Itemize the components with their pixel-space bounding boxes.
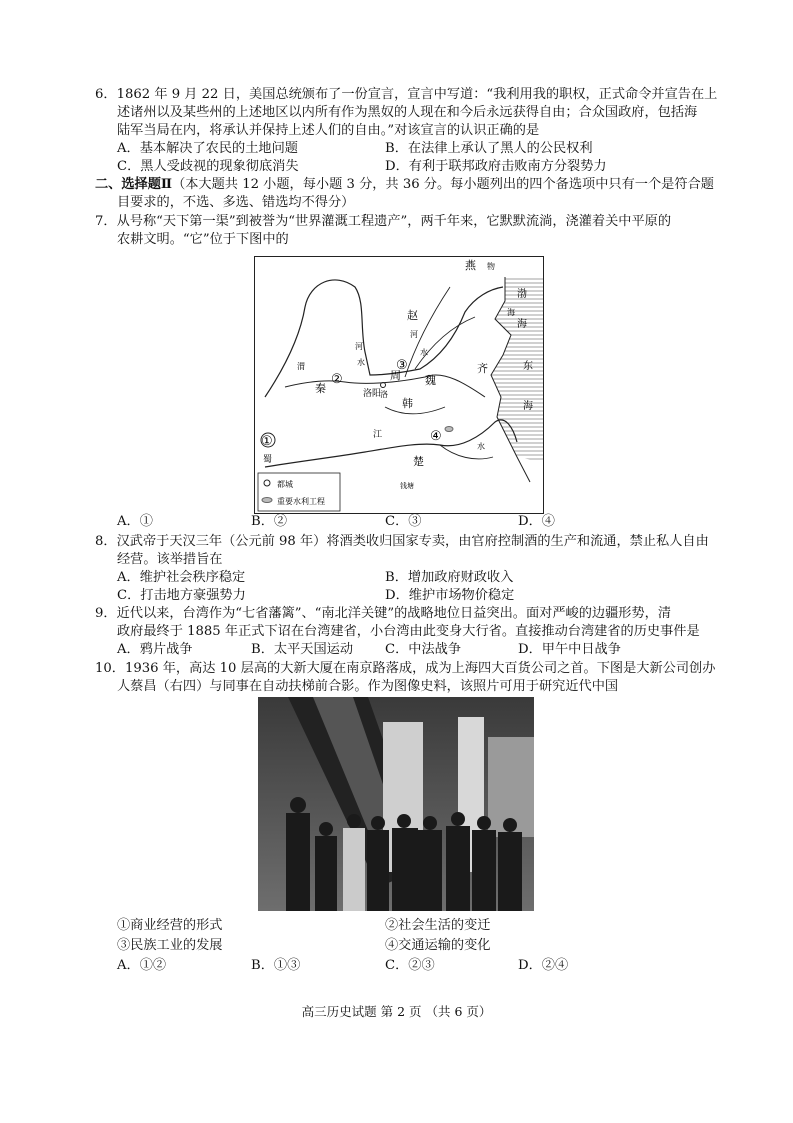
q6-option-b: B．在法律上承认了黑人的公民权利 xyxy=(385,141,593,156)
map-extra-label-2: 海 xyxy=(507,308,515,317)
q7-option-a: A．① xyxy=(117,514,153,529)
q7-stem-line-2: 农耕文明。“它”位于下图中的 xyxy=(117,232,289,247)
q8-stem-line-1: 8．汉武帝于天汉三年（公元前 98 年）将酒类收归国家专卖，由官府控制酒的生产和流通，禁止私人自由 xyxy=(95,534,709,549)
water-project-legend-icon xyxy=(262,498,272,503)
q9-option-d: D．甲午中日战争 xyxy=(518,642,621,657)
state-qi: 齐 xyxy=(477,362,488,375)
marker-2: ② xyxy=(331,372,343,387)
q10-stem-line-2: 人蔡昌（右四）与同事在自动扶梯前合影。作为图像史料，该照片可用于研究近代中国 xyxy=(117,679,619,694)
legend-water-project: 重要水利工程 xyxy=(277,497,325,506)
q9-option-c: C．中法战争 xyxy=(385,642,462,657)
q10-item-1: ①商业经营的形式 xyxy=(117,918,223,933)
marker-3: ③ xyxy=(396,358,408,373)
q10-item-3: ③民族工业的发展 xyxy=(117,938,223,953)
q9-stem-line-2: 政府最终于 1885 年正式下诏在台湾建省，小台湾由此变身大行省。直接推动台湾建省的历史事件是 xyxy=(117,624,700,639)
photo-svg xyxy=(258,697,534,911)
state-yan: 燕 xyxy=(465,259,476,272)
page-footer: 高三历史试题 第 2 页 （共 6 页） xyxy=(301,1004,492,1019)
state-qin: 秦 xyxy=(315,382,326,395)
sea-label-east-2: 海 xyxy=(523,401,533,412)
state-chu: 楚 xyxy=(413,455,424,468)
q7-option-b: B．② xyxy=(251,514,288,529)
q7-stem-line-1: 7．从号称“天下第一渠”到被誉为“世界灌溉工程遗产”，两千年来，它默默流淌，浇灌着关中平原的 xyxy=(95,214,672,229)
state-shu: 蜀 xyxy=(263,455,273,465)
q6-option-d: D．有利于联邦政府击败南方分裂势力 xyxy=(385,159,607,174)
section-2-instructions: （本大题共 12 小题，每小题 3 分，共 36 分。每小题列出的四个备选项中只有一个是符合题 xyxy=(172,177,714,192)
q8-stem-line-2: 经营。该举措旨在 xyxy=(117,552,223,567)
state-han: 韩 xyxy=(402,397,413,410)
tributary xyxy=(415,317,475,369)
han-river xyxy=(440,445,493,459)
q9-option-a: A．鸦片战争 xyxy=(117,642,193,657)
water-label-8: 洛 xyxy=(380,390,388,399)
escalator-group-photo xyxy=(258,697,534,911)
section-2-title: 二、选择题Ⅱ xyxy=(95,177,173,192)
section-2-heading xyxy=(95,176,714,194)
q6-option-c: C．黑人受歧视的现象彻底消失 xyxy=(117,159,299,174)
huai-river xyxy=(385,407,445,414)
map-extra-label-3: 钱塘 xyxy=(400,482,414,490)
water-label-6: 水 xyxy=(477,442,485,451)
q10-item-4: ④交通运输的变化 xyxy=(385,938,491,953)
map-svg xyxy=(255,257,543,513)
marker-4: ④ xyxy=(430,429,442,444)
city-luoyang: 洛阳 xyxy=(363,389,382,399)
state-zhao: 赵 xyxy=(407,309,418,322)
section-2-instructions-2: 目要求的，不选、多选、错选均不得分） xyxy=(117,195,355,210)
state-zhou: 周 xyxy=(390,369,401,382)
yellow-river xyxy=(265,280,503,397)
water-label-7: 渭 xyxy=(297,362,305,371)
q8-option-b: B．增加政府财政收入 xyxy=(385,570,514,585)
q6-stem-line-3: 陆军当局在内，将承认并保持上述人们的自由。”对该宣言的认识正确的是 xyxy=(117,123,540,138)
q10-option-b: B．①③ xyxy=(251,958,301,973)
q6-stem-line-2: 述诸州以及某些州的上述地区以内所有作为黑奴的人现在和今后永远获得自由；合众国政府，包括海 xyxy=(117,105,698,120)
water-label-2: 水 xyxy=(420,348,428,357)
q10-option-c: C．②③ xyxy=(385,958,435,973)
q6-stem-line-1: 6．1862 年 9 月 22 日，美国总统颁布了一份宣言，宣言中写道：“我利用我的职权，正式命令并宣告在上 xyxy=(95,87,718,102)
q9-option-b: B．太平天国运动 xyxy=(251,642,354,657)
q8-option-a: A．维护社会秩序稳定 xyxy=(117,570,246,585)
water-label-3: 河 xyxy=(355,342,363,351)
water-label-1: 河 xyxy=(410,330,418,339)
water-label-5: 江 xyxy=(373,430,383,440)
sea-area xyxy=(491,277,543,462)
sea-label-east-1: 东 xyxy=(523,361,533,372)
q7-option-c: C．③ xyxy=(385,514,422,529)
q9-stem-line-1: 9．近代以来，台湾作为“七省藩篱”、“南北洋关键”的战略地位日益突出。面对严峻的边疆形势，清 xyxy=(95,606,672,621)
q10-item-2: ②社会生活的变迁 xyxy=(385,918,491,933)
q8-option-d: D．维护市场物价稳定 xyxy=(385,588,515,603)
q6-option-a: A．基本解决了农民的土地问题 xyxy=(117,141,298,156)
sea-label-bohai-2: 海 xyxy=(517,319,527,330)
q10-stem-line-1: 10．1936 年，高达 10 层高的大新大厦在南京路落成，成为上海四大百货公司之首。下图是大新公司创办 xyxy=(95,661,716,676)
q8-option-c: C．打击地方豪强势力 xyxy=(117,588,246,603)
q10-option-a: A．①② xyxy=(117,958,167,973)
water-project-icon xyxy=(445,427,453,432)
water-label-4: 水 xyxy=(357,358,365,367)
q10-option-d: D．②④ xyxy=(518,958,569,973)
q7-option-d: D．④ xyxy=(518,514,555,529)
legend-capital: 都城 xyxy=(277,480,293,489)
state-wei: 魏 xyxy=(425,374,436,387)
marker-1: ① xyxy=(261,434,273,449)
sea-label-bohai-1: 渤 xyxy=(517,289,527,300)
warring-states-map xyxy=(254,256,544,514)
map-extra-label-1: 物 xyxy=(487,262,495,271)
